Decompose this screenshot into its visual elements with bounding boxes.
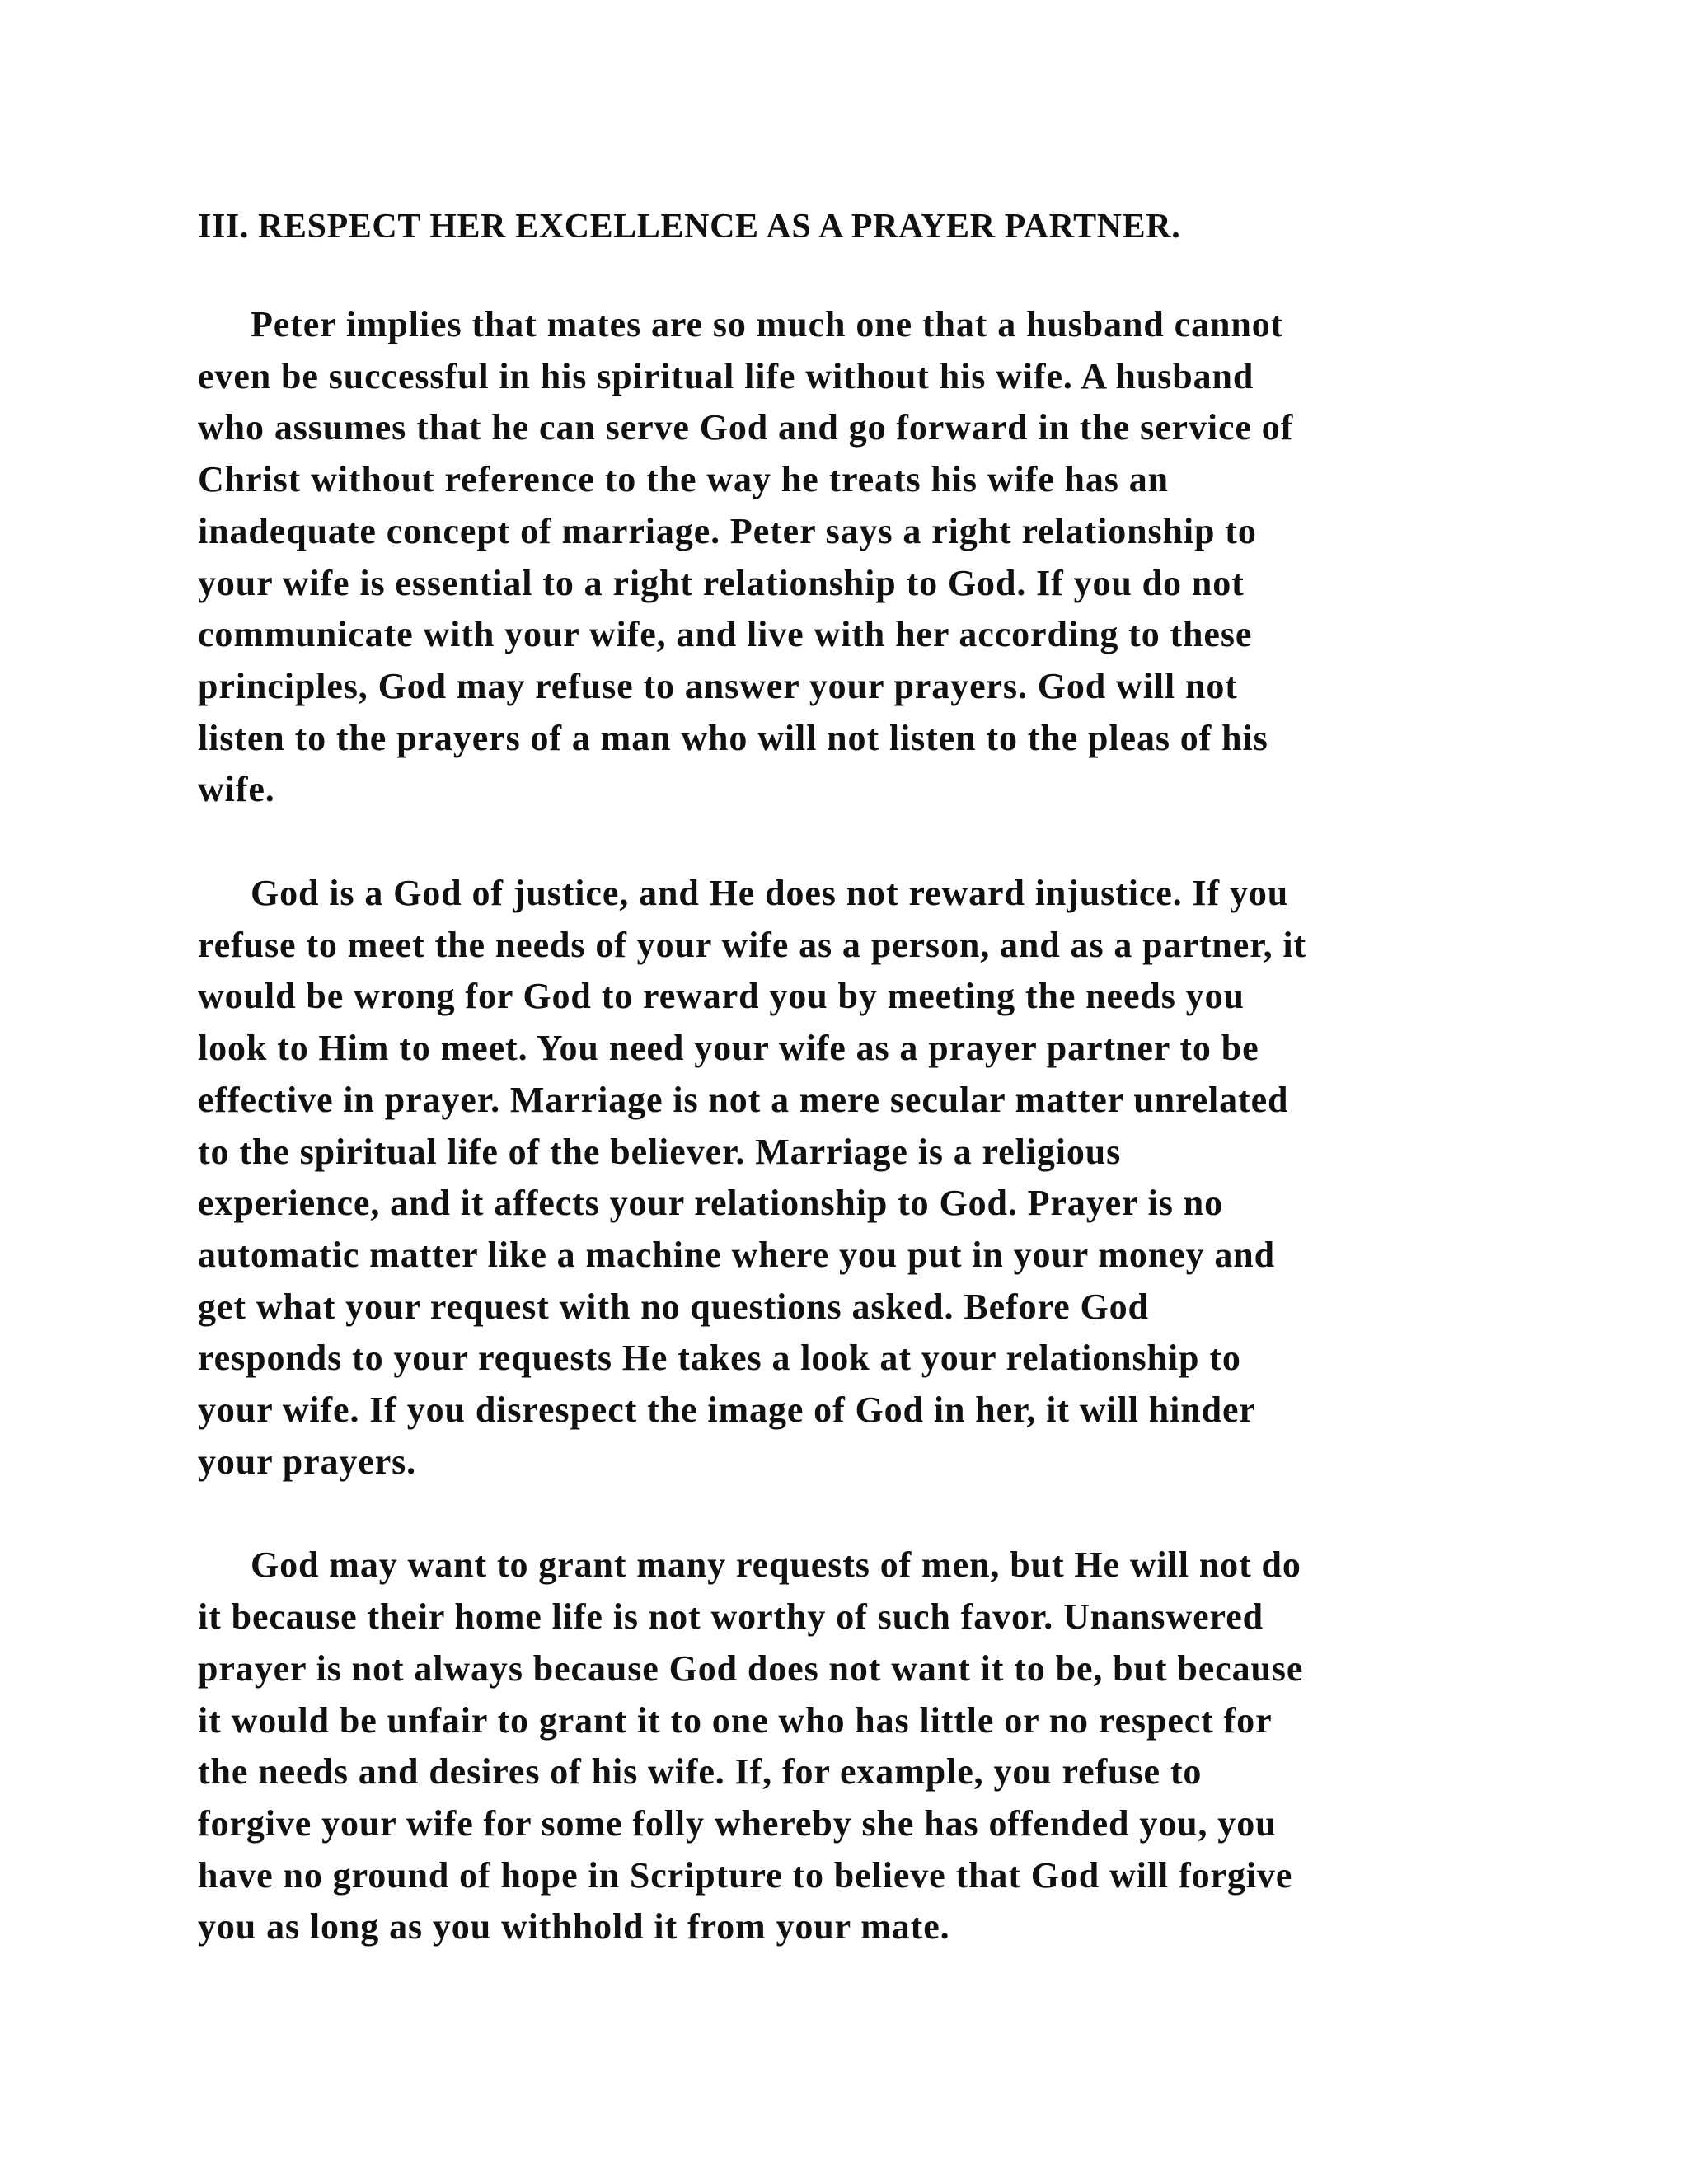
text-line: principles, God may refuse to answer your prayers. God will not (198, 665, 1238, 706)
document-body (198, 202, 1496, 2005)
text-line: you as long as you withhold it from your mate. (198, 1906, 950, 1947)
text-line: get what your request with no questions asked. Before God (198, 1286, 1149, 1327)
section-heading: III. RESPECT HER EXCELLENCE AS A PRAYER PARTNER. (198, 208, 1181, 246)
text-line: experience, and it affects your relationship to God. Prayer is no (198, 1183, 1223, 1224)
text-line: your wife. If you disrespect the image of God in her, it will hinder (198, 1390, 1256, 1431)
text-line: automatic matter like a machine where you put in your money and (198, 1234, 1276, 1275)
text-line: effective in prayer. Marriage is not a mere secular matter unrelated (198, 1079, 1289, 1120)
text-line: even be successful in his spiritual life without his wife. A husband (198, 355, 1254, 396)
paragraph-3 (198, 1540, 1496, 1953)
text-line: who assumes that he can serve God and go forward in the service of (198, 407, 1294, 448)
text-line: wife. (198, 769, 275, 810)
text-line: would be wrong for God to reward you by meeting the needs you (198, 976, 1245, 1017)
paragraph-2 (198, 868, 1496, 1488)
text-line: it because their home life is not worthy of such favor. Unanswered (198, 1596, 1264, 1638)
text-line: your prayers. (198, 1441, 417, 1482)
text-line: have no ground of hope in Scripture to believe that God will forgive (198, 1854, 1293, 1896)
text-line: forgive your wife for some folly whereby she has offended you, you (198, 1802, 1277, 1844)
text-line: it would be unfair to grant it to one who has little or no respect for (198, 1699, 1273, 1741)
text-line: look to Him to meet. You need your wife as a prayer partner to be (198, 1028, 1259, 1069)
text-line: inadequate concept of marriage. Peter says a right relationship to (198, 510, 1257, 551)
text-line: responds to your requests He takes a look at your relationship to (198, 1338, 1241, 1379)
text-line: God may want to grant many requests of men, but He will not do (251, 1544, 1301, 1586)
text-line: your wife is essential to a right relationship to God. If you do not (198, 562, 1245, 603)
text-line: listen to the prayers of a man who will not listen to the pleas of his (198, 717, 1268, 758)
text-line: refuse to meet the needs of your wife as a person, and as a partner, it (198, 924, 1307, 965)
text-line: the needs and desires of his wife. If, for example, you refuse to (198, 1751, 1203, 1793)
text-line: Christ without reference to the way he treats his wife has an (198, 459, 1169, 500)
text-line: prayer is not always because God does not want it to be, but because (198, 1647, 1304, 1689)
paragraph-1 (198, 299, 1496, 816)
text-line: to the spiritual life of the believer. Marriage is a religious (198, 1131, 1122, 1172)
text-line: communicate with your wife, and live with her according to these (198, 614, 1253, 655)
text-line: Peter implies that mates are so much one that a husband cannot (251, 304, 1284, 344)
text-line: God is a God of justice, and He does not reward injustice. If you (251, 873, 1289, 914)
